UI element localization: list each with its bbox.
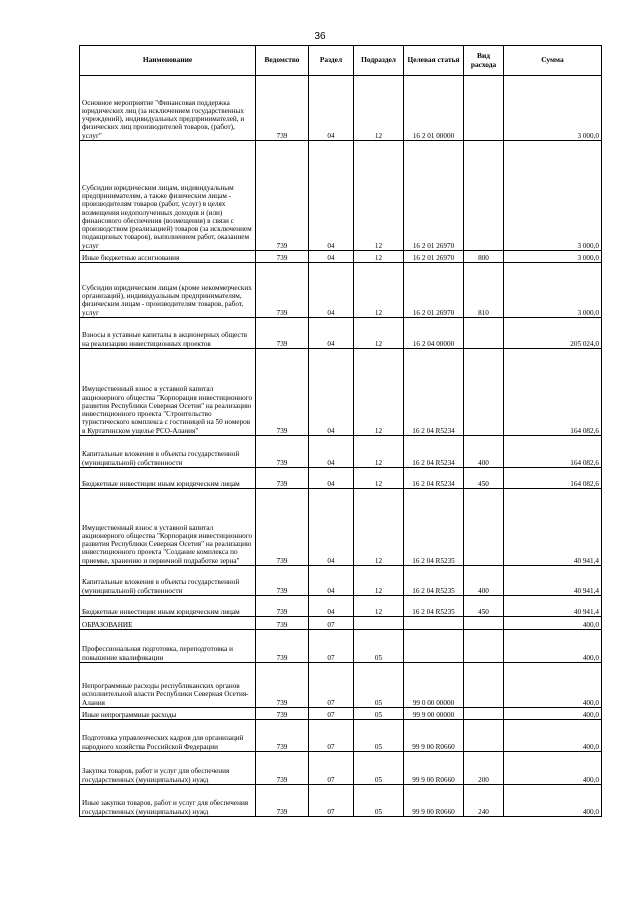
table-row — [80, 318, 602, 349]
row-vid — [464, 349, 504, 436]
row-target: 99 9 00 00000 — [404, 708, 464, 720]
row-target: 16 2 01 26970 — [404, 263, 464, 318]
row-vid: 450 — [464, 468, 504, 489]
row-vid — [464, 720, 504, 752]
row-name: Иные закупки товаров, работ и услуг для обеспечения государственных (муниципальных) нужд — [80, 785, 256, 817]
row-podrazdel: 12 — [354, 349, 404, 436]
row-podrazdel: 12 — [354, 141, 404, 251]
row-podrazdel: 05 — [354, 630, 404, 663]
row-razdel: 07 — [309, 617, 354, 630]
row-vid — [464, 318, 504, 349]
row-name: Субсидии юридическим лицам (кроме некоммерческих организаций), индивидуальным предпринимателям, физическим лицам - производителям товаров, работ, услуг — [80, 263, 256, 318]
row-vedomstvo: 739 — [256, 663, 309, 708]
row-target: 16 2 04 R5234 — [404, 436, 464, 468]
row-summa: 3 000,0 — [504, 76, 602, 141]
row-podrazdel: 12 — [354, 468, 404, 489]
row-summa: 40 941,4 — [504, 566, 602, 596]
row-razdel: 04 — [309, 76, 354, 141]
row-vedomstvo: 739 — [256, 468, 309, 489]
row-summa: 400,0 — [504, 708, 602, 720]
row-podrazdel: 12 — [354, 251, 404, 263]
row-razdel: 04 — [309, 141, 354, 251]
header-name: Наименование — [80, 46, 256, 76]
table-row — [80, 663, 602, 708]
row-razdel: 04 — [309, 251, 354, 263]
row-name: Иные непрограммные расходы — [80, 708, 256, 720]
row-summa: 164 082,6 — [504, 436, 602, 468]
row-podrazdel — [354, 617, 404, 630]
row-vedomstvo: 739 — [256, 76, 309, 141]
row-summa: 400,0 — [504, 752, 602, 785]
row-razdel: 07 — [309, 785, 354, 817]
row-vedomstvo: 739 — [256, 785, 309, 817]
row-name: Имущественный взнос в уставной капитал акционерного общества "Корпорация инвестиционного развития Республики Северная Осетия" на реализацию инвестиционного проекта "Строительство туристического комплекса с гостиницей на 50 номеров в Куртатинском ущелье РСО-Алания" — [80, 349, 256, 436]
row-target: 99 9 00 R0660 — [404, 785, 464, 817]
row-target: 16 2 04 R5234 — [404, 349, 464, 436]
table-row — [80, 489, 602, 566]
row-target: 16 2 01 26970 — [404, 141, 464, 251]
table-header-row — [80, 46, 602, 76]
row-razdel: 07 — [309, 663, 354, 708]
row-vid — [464, 663, 504, 708]
row-name: ОБРАЗОВАНИЕ — [80, 617, 256, 630]
row-vid: 810 — [464, 263, 504, 318]
row-razdel: 04 — [309, 468, 354, 489]
row-summa: 3 000,0 — [504, 263, 602, 318]
row-vedomstvo: 739 — [256, 263, 309, 318]
table-row — [80, 752, 602, 785]
row-vedomstvo: 739 — [256, 630, 309, 663]
row-razdel: 04 — [309, 318, 354, 349]
row-vid: 400 — [464, 436, 504, 468]
row-podrazdel: 12 — [354, 318, 404, 349]
row-target: 16 2 04 00000 — [404, 318, 464, 349]
row-summa: 40 941,4 — [504, 596, 602, 617]
header-target: Целевая статья — [404, 46, 464, 76]
table-row — [80, 617, 602, 630]
header-vedomstvo: Ведомство — [256, 46, 309, 76]
table-row — [80, 785, 602, 817]
row-razdel: 04 — [309, 349, 354, 436]
row-target — [404, 630, 464, 663]
row-summa: 3 000,0 — [504, 141, 602, 251]
row-vedomstvo: 739 — [256, 489, 309, 566]
row-podrazdel: 12 — [354, 566, 404, 596]
row-summa: 40 941,4 — [504, 489, 602, 566]
row-name: Бюджетные инвестиции иным юридическим лицам — [80, 596, 256, 617]
row-podrazdel: 05 — [354, 752, 404, 785]
row-summa: 3 000,0 — [504, 251, 602, 263]
row-summa: 205 024,0 — [504, 318, 602, 349]
row-name: Взносы в уставные капиталы в акционерных обществ на реализацию инвестиционных проектов — [80, 318, 256, 349]
row-vedomstvo: 739 — [256, 752, 309, 785]
row-target: 16 2 04 R5235 — [404, 489, 464, 566]
row-razdel: 07 — [309, 720, 354, 752]
row-vid: 240 — [464, 785, 504, 817]
row-vedomstvo: 739 — [256, 318, 309, 349]
table-row — [80, 708, 602, 720]
row-vid: 800 — [464, 251, 504, 263]
row-name: Капитальные вложения в объекты государственной (муниципальной) собственности — [80, 436, 256, 468]
table-row — [80, 76, 602, 141]
row-podrazdel: 05 — [354, 720, 404, 752]
row-vid — [464, 76, 504, 141]
row-podrazdel: 12 — [354, 76, 404, 141]
row-razdel: 04 — [309, 263, 354, 318]
row-podrazdel: 05 — [354, 785, 404, 817]
row-vedomstvo: 739 — [256, 617, 309, 630]
header-razdel: Раздел — [309, 46, 354, 76]
row-name: Иные бюджетные ассигнования — [80, 251, 256, 263]
row-podrazdel: 12 — [354, 436, 404, 468]
budget-table — [79, 45, 602, 817]
row-name: Имущественный взнос в уставной капитал акционерного общества "Корпорация инвестиционного развития Республики Северная Осетия" на реализацию инвестиционного проекта "Создание комплекса по приемке, хранению и первичной подработке зерна" — [80, 489, 256, 566]
row-podrazdel: 12 — [354, 489, 404, 566]
row-vid: 400 — [464, 566, 504, 596]
header-summa: Сумма — [504, 46, 602, 76]
row-razdel: 07 — [309, 630, 354, 663]
row-vedomstvo: 739 — [256, 720, 309, 752]
row-vid: 200 — [464, 752, 504, 785]
row-target: 16 2 04 R5234 — [404, 468, 464, 489]
table-row — [80, 596, 602, 617]
row-vedomstvo: 739 — [256, 436, 309, 468]
row-razdel: 04 — [309, 436, 354, 468]
row-target: 99 0 00 00000 — [404, 663, 464, 708]
row-vedomstvo: 739 — [256, 566, 309, 596]
row-vedomstvo: 739 — [256, 708, 309, 720]
row-vedomstvo: 739 — [256, 349, 309, 436]
table-row — [80, 436, 602, 468]
row-razdel: 04 — [309, 566, 354, 596]
row-vedomstvo: 739 — [256, 251, 309, 263]
row-vedomstvo: 739 — [256, 596, 309, 617]
row-target — [404, 617, 464, 630]
row-vid: 450 — [464, 596, 504, 617]
table-row — [80, 468, 602, 489]
row-summa: 400,0 — [504, 785, 602, 817]
row-summa: 400,0 — [504, 617, 602, 630]
row-vid — [464, 617, 504, 630]
table-row — [80, 263, 602, 318]
table-row — [80, 566, 602, 596]
table-row — [80, 349, 602, 436]
row-name: Капитальные вложения в объекты государственной (муниципальной) собственности — [80, 566, 256, 596]
row-summa: 400,0 — [504, 663, 602, 708]
row-podrazdel: 05 — [354, 663, 404, 708]
row-vid — [464, 630, 504, 663]
row-razdel: 07 — [309, 708, 354, 720]
row-vid — [464, 708, 504, 720]
table-row — [80, 630, 602, 663]
row-name: Закупка товаров, работ и услуг для обеспечения государственных (муниципальных) нужд — [80, 752, 256, 785]
row-name: Субсидии юридическим лицам, индивидуальным предпринимателям, а также физическим лицам - производителям товаров (работ, услуг) в целях возмещения недополученных доходов и (или) финансового обеспечения (возмещения) в связи с производством (реализацией) товаров (за исключением подакцизных товаров), выполнением работ, оказанием услуг — [80, 141, 256, 251]
row-target: 16 2 04 R5235 — [404, 566, 464, 596]
row-target: 16 2 04 R5235 — [404, 596, 464, 617]
page-number: 36 — [314, 31, 326, 42]
header-vid: Вид расхода — [464, 46, 504, 76]
row-razdel: 04 — [309, 596, 354, 617]
row-name: Основное мероприятие "Финансовая поддержка юридических лиц (за исключением государственных учреждений), индивидуальных предпринимателей, и физических лиц производителей товаров, (работ), услуг" — [80, 76, 256, 141]
table-row — [80, 720, 602, 752]
row-name: Непрограммные расходы республиканских органов исполнительной власти Республики Северная Осетия-Алания — [80, 663, 256, 708]
row-vid — [464, 141, 504, 251]
row-target: 99 9 00 R0660 — [404, 720, 464, 752]
table-row — [80, 141, 602, 251]
row-podrazdel: 12 — [354, 263, 404, 318]
row-podrazdel: 12 — [354, 596, 404, 617]
row-vedomstvo: 739 — [256, 141, 309, 251]
row-vid — [464, 489, 504, 566]
row-summa: 164 082,6 — [504, 349, 602, 436]
row-target: 16 2 01 00000 — [404, 76, 464, 141]
table-row — [80, 251, 602, 263]
row-name: Бюджетные инвестиции иным юридическим лицам — [80, 468, 256, 489]
row-name: Профессиональная подготовка, переподготовка и повышение квалификации — [80, 630, 256, 663]
row-summa: 164 082,6 — [504, 468, 602, 489]
row-name: Подготовка управленческих кадров для организаций народного хозяйства Российской Федерации — [80, 720, 256, 752]
row-razdel: 04 — [309, 489, 354, 566]
header-podrazdel: Подраздел — [354, 46, 404, 76]
row-target: 16 2 01 26970 — [404, 251, 464, 263]
row-target: 99 9 00 R0660 — [404, 752, 464, 785]
row-razdel: 07 — [309, 752, 354, 785]
row-summa: 400,0 — [504, 720, 602, 752]
row-podrazdel: 05 — [354, 708, 404, 720]
row-summa: 400,0 — [504, 630, 602, 663]
